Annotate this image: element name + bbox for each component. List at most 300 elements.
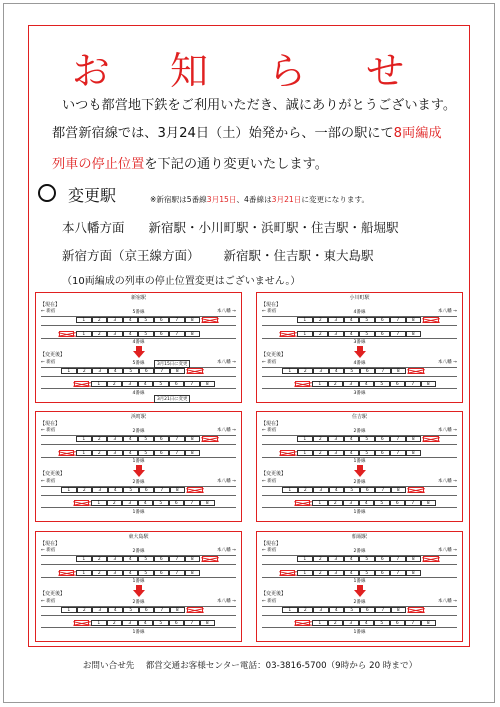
- car-1: 1: [297, 317, 313, 323]
- car-8: 8: [185, 450, 201, 456]
- intro-line-3-text: を下記の通り変更いたします。: [144, 157, 328, 172]
- track-label: 2番線: [353, 600, 366, 605]
- car-1: 1: [76, 450, 92, 456]
- station-name: 東大島駅: [128, 534, 149, 540]
- car-5: 5: [359, 450, 375, 456]
- car-4: 4: [123, 556, 139, 562]
- car-5: 5: [153, 381, 169, 387]
- car-6: 6: [375, 331, 391, 337]
- direction-label: 新宿方面（京王線方面）: [62, 248, 200, 263]
- crossed-car: [280, 450, 296, 456]
- section-note: [150, 194, 369, 205]
- car-5: 5: [123, 368, 139, 374]
- car-4: 4: [344, 317, 360, 323]
- station-name: 小川町駅: [349, 295, 370, 301]
- crossed-car: [59, 331, 75, 337]
- platform-line: [262, 564, 457, 565]
- platform-line: [262, 388, 457, 389]
- car-6: 6: [390, 500, 406, 506]
- car-2: 2: [107, 620, 123, 626]
- track-label: 1番線: [353, 579, 366, 584]
- car-1: 1: [91, 500, 107, 506]
- car-4: 4: [123, 450, 139, 456]
- track-label: 4番線: [353, 361, 366, 366]
- car-1: 1: [61, 368, 77, 374]
- car-2: 2: [328, 620, 344, 626]
- track-label: 3番線: [353, 391, 366, 396]
- platform-line: [41, 627, 236, 628]
- car-2: 2: [313, 436, 329, 442]
- section-label: 変更駅: [68, 186, 117, 205]
- crossed-car: [74, 620, 90, 626]
- car-7: 7: [375, 607, 391, 613]
- car-7: 7: [154, 607, 170, 613]
- current-label: 【現在】: [40, 421, 61, 427]
- car-7: 7: [390, 556, 406, 562]
- crossed-car: [295, 381, 311, 387]
- car-5: 5: [153, 500, 169, 506]
- car-4: 4: [108, 368, 124, 374]
- car-7: 7: [390, 450, 406, 456]
- car-8: 8: [170, 368, 186, 374]
- dir-shinjuku: ← 新宿: [41, 428, 56, 433]
- car-3: 3: [92, 607, 108, 613]
- car-7: 7: [184, 620, 200, 626]
- car-8: 8: [170, 607, 186, 613]
- car-4: 4: [123, 570, 139, 576]
- car-1: 1: [297, 570, 313, 576]
- car-7: 7: [154, 368, 170, 374]
- section-heading: [38, 183, 116, 206]
- note-date-2: 3月21日: [271, 195, 302, 204]
- car-8: 8: [421, 620, 437, 626]
- dir-motoyawata: 本八幡 →: [437, 428, 457, 433]
- track-label: 4番線: [353, 310, 366, 315]
- car-2: 2: [313, 570, 329, 576]
- car-1: 1: [76, 317, 92, 323]
- car-7: 7: [184, 500, 200, 506]
- crossed-car: [408, 607, 424, 613]
- car-6: 6: [169, 620, 185, 626]
- car-6: 6: [154, 317, 170, 323]
- car-8: 8: [406, 317, 422, 323]
- notice-title: お 知 ら せ: [71, 49, 429, 93]
- car-7: 7: [405, 620, 421, 626]
- track-label: 2番線: [132, 600, 145, 605]
- car-3: 3: [107, 556, 123, 562]
- car-4: 4: [123, 317, 139, 323]
- car-5: 5: [359, 436, 375, 442]
- dir-shinjuku: ← 新宿: [262, 479, 277, 484]
- station-panel-4: [256, 411, 463, 522]
- station-name: 新宿駅: [130, 295, 146, 301]
- car-3: 3: [328, 331, 344, 337]
- platform-line: [41, 388, 236, 389]
- car-6: 6: [390, 620, 406, 626]
- direction-row-motoyawata: [62, 218, 399, 236]
- car-4: 4: [329, 368, 345, 374]
- note-text-c: に変更になります。: [301, 195, 370, 204]
- car-5: 5: [123, 607, 139, 613]
- car-4: 4: [344, 450, 360, 456]
- car-6: 6: [375, 317, 391, 323]
- car-2: 2: [92, 570, 108, 576]
- car-1: 1: [91, 620, 107, 626]
- car-7: 7: [169, 436, 185, 442]
- station-panel-2: [256, 292, 463, 403]
- car-7: 7: [405, 381, 421, 387]
- track-label: 1番線: [132, 579, 145, 584]
- car-3: 3: [328, 556, 344, 562]
- track-label: 5番線: [132, 310, 145, 315]
- car-1: 1: [297, 436, 313, 442]
- dir-shinjuku: ← 新宿: [41, 599, 56, 604]
- track-label: 5番線: [132, 361, 145, 366]
- car-2: 2: [298, 368, 314, 374]
- car-1: 1: [61, 607, 77, 613]
- car-3: 3: [107, 436, 123, 442]
- car-6: 6: [375, 570, 391, 576]
- dir-motoyawata: 本八幡 →: [216, 599, 236, 604]
- car-5: 5: [359, 556, 375, 562]
- car-3: 3: [92, 487, 108, 493]
- car-8: 8: [170, 487, 186, 493]
- car-6: 6: [360, 607, 376, 613]
- car-5: 5: [123, 487, 139, 493]
- car-2: 2: [313, 450, 329, 456]
- car-4: 4: [138, 620, 154, 626]
- track-label: 1番線: [353, 510, 366, 515]
- car-1: 1: [76, 556, 92, 562]
- car-1: 1: [76, 436, 92, 442]
- car-5: 5: [344, 607, 360, 613]
- station-name: 船堀駅: [351, 534, 367, 540]
- car-6: 6: [375, 556, 391, 562]
- car-8: 8: [406, 570, 422, 576]
- car-3: 3: [107, 317, 123, 323]
- track-label: 2番線: [353, 480, 366, 485]
- note-text-a: ※新宿駅は5番線: [150, 195, 207, 204]
- station-name: 浜町駅: [130, 414, 146, 420]
- dir-motoyawata: 本八幡 →: [216, 548, 236, 553]
- crossed-car: [423, 556, 439, 562]
- platform-line: [262, 495, 457, 496]
- car-2: 2: [107, 500, 123, 506]
- dir-shinjuku: ← 新宿: [41, 309, 56, 314]
- car-6: 6: [154, 570, 170, 576]
- platform-line: [262, 325, 457, 326]
- car-8: 8: [185, 556, 201, 562]
- dir-shinjuku: ← 新宿: [41, 479, 56, 484]
- car-8: 8: [406, 436, 422, 442]
- car-4: 4: [329, 607, 345, 613]
- crossed-car: [59, 450, 75, 456]
- car-6: 6: [360, 368, 376, 374]
- platform-line: [262, 627, 457, 628]
- car-1: 1: [282, 487, 298, 493]
- dir-shinjuku: ← 新宿: [262, 360, 277, 365]
- car-5: 5: [344, 487, 360, 493]
- car-5: 5: [344, 368, 360, 374]
- car-8: 8: [185, 317, 201, 323]
- intro-line-2: [52, 124, 442, 144]
- crossed-car: [280, 570, 296, 576]
- crossed-car: [74, 381, 90, 387]
- car-7: 7: [390, 570, 406, 576]
- car-2: 2: [92, 556, 108, 562]
- car-8: 8: [421, 500, 437, 506]
- car-8: 8: [185, 570, 201, 576]
- track-label: 2番線: [353, 549, 366, 554]
- dir-motoyawata: 本八幡 →: [437, 479, 457, 484]
- intro-line-2-text: 都営新宿線では、3月24日（土）始発から、一部の駅にて: [52, 126, 394, 141]
- car-2: 2: [107, 381, 123, 387]
- crossed-car: [423, 436, 439, 442]
- car-1: 1: [282, 607, 298, 613]
- dir-motoyawata: 本八幡 →: [216, 479, 236, 484]
- station-panel-3: [35, 411, 242, 522]
- car-2: 2: [328, 381, 344, 387]
- car-5: 5: [374, 381, 390, 387]
- car-2: 2: [92, 436, 108, 442]
- car-2: 2: [313, 331, 329, 337]
- after-label: 【変更後】: [261, 591, 287, 597]
- station-panel-1: [35, 292, 242, 403]
- track-label: 1番線: [353, 630, 366, 635]
- dir-motoyawata: 本八幡 →: [437, 360, 457, 365]
- current-label: 【現在】: [40, 302, 61, 308]
- dir-shinjuku: ← 新宿: [41, 548, 56, 553]
- car-2: 2: [92, 450, 108, 456]
- platform-line: [41, 495, 236, 496]
- car-8: 8: [391, 368, 407, 374]
- dir-shinjuku: ← 新宿: [41, 360, 56, 365]
- track-label: 4番線: [132, 340, 145, 345]
- car-3: 3: [313, 368, 329, 374]
- crossed-car: [202, 317, 218, 323]
- car-6: 6: [375, 450, 391, 456]
- direction-stations: 新宿駅・小川町駅・浜町駅・住吉駅・船堀駅: [148, 220, 399, 235]
- car-1: 1: [61, 487, 77, 493]
- dir-shinjuku: ← 新宿: [262, 428, 277, 433]
- note-date-1: 3月15日: [206, 195, 237, 204]
- car-4: 4: [344, 331, 360, 337]
- car-8: 8: [391, 607, 407, 613]
- platform-line: [41, 564, 236, 565]
- current-label: 【現在】: [261, 541, 282, 547]
- crossed-car: [408, 487, 424, 493]
- dir-motoyawata: 本八幡 →: [216, 309, 236, 314]
- car-2: 2: [313, 317, 329, 323]
- crossed-car: [59, 570, 75, 576]
- car-3: 3: [122, 620, 138, 626]
- car-7: 7: [184, 381, 200, 387]
- platform-line: [41, 507, 236, 508]
- car-3: 3: [328, 570, 344, 576]
- car-4: 4: [123, 331, 139, 337]
- crossed-car: [408, 368, 424, 374]
- car-3: 3: [122, 381, 138, 387]
- car-3: 3: [107, 570, 123, 576]
- car-3: 3: [343, 381, 359, 387]
- intro-highlight-stop-position: 列車の停止位置: [52, 157, 145, 172]
- after-label: 【変更後】: [261, 352, 287, 358]
- circle-icon: [38, 184, 56, 202]
- car-6: 6: [139, 487, 155, 493]
- station-name: 住吉駅: [351, 414, 367, 420]
- car-6: 6: [154, 331, 170, 337]
- dir-motoyawata: 本八幡 →: [216, 360, 236, 365]
- car-6: 6: [154, 556, 170, 562]
- intro-line-1: いつも都営地下鉄をご利用いただき、誠にありがとうございます。: [62, 98, 457, 113]
- car-5: 5: [138, 436, 154, 442]
- platform-line: [41, 325, 236, 326]
- car-7: 7: [375, 368, 391, 374]
- car-7: 7: [154, 487, 170, 493]
- car-5: 5: [138, 317, 154, 323]
- dir-shinjuku: ← 新宿: [262, 599, 277, 604]
- platform-line: [41, 444, 236, 445]
- current-label: 【現在】: [40, 541, 61, 547]
- track-label: 2番線: [132, 549, 145, 554]
- track-label: 1番線: [132, 459, 145, 464]
- direction-label: 本八幡方面: [62, 220, 125, 235]
- car-8: 8: [406, 450, 422, 456]
- after-label: 【変更後】: [40, 352, 66, 358]
- car-7: 7: [169, 556, 185, 562]
- car-3: 3: [343, 500, 359, 506]
- car-1: 1: [282, 368, 298, 374]
- note-text-b: 、4番線は: [236, 195, 272, 204]
- car-4: 4: [138, 381, 154, 387]
- car-3: 3: [343, 620, 359, 626]
- car-1: 1: [91, 381, 107, 387]
- car-2: 2: [77, 368, 93, 374]
- car-2: 2: [92, 317, 108, 323]
- car-6: 6: [390, 381, 406, 387]
- contact-footer: お問い合せ先 都営交通お客様センター電話：03-3816-5700（9時から 20 時まで）: [82, 661, 418, 671]
- platform-line: [262, 615, 457, 616]
- car-1: 1: [76, 331, 92, 337]
- crossed-car: [202, 556, 218, 562]
- car-3: 3: [92, 368, 108, 374]
- car-5: 5: [359, 317, 375, 323]
- intro-line-3: [52, 155, 328, 175]
- car-4: 4: [359, 381, 375, 387]
- crossed-car: [187, 607, 203, 613]
- down-arrow-icon: [354, 351, 366, 358]
- car-2: 2: [328, 500, 344, 506]
- crossed-car: [295, 620, 311, 626]
- car-2: 2: [92, 331, 108, 337]
- car-4: 4: [108, 607, 124, 613]
- car-1: 1: [297, 556, 313, 562]
- car-3: 3: [122, 500, 138, 506]
- car-8: 8: [406, 331, 422, 337]
- car-4: 4: [138, 500, 154, 506]
- track-label: 3番線: [353, 340, 366, 345]
- car-8: 8: [200, 381, 216, 387]
- car-7: 7: [390, 436, 406, 442]
- direction-stations: 新宿駅・住吉駅・東大島駅: [223, 248, 374, 263]
- dir-shinjuku: ← 新宿: [262, 548, 277, 553]
- crossed-car: [187, 368, 203, 374]
- car-7: 7: [169, 450, 185, 456]
- car-3: 3: [328, 450, 344, 456]
- car-7: 7: [169, 570, 185, 576]
- car-7: 7: [375, 487, 391, 493]
- track-label: 1番線: [132, 510, 145, 515]
- crossed-car: [295, 500, 311, 506]
- crossed-car: [187, 487, 203, 493]
- car-7: 7: [390, 317, 406, 323]
- current-label: 【現在】: [261, 302, 282, 308]
- down-arrow-icon: [354, 590, 366, 597]
- down-arrow-icon: [133, 351, 145, 358]
- car-5: 5: [374, 620, 390, 626]
- dir-shinjuku: ← 新宿: [262, 309, 277, 314]
- car-2: 2: [77, 487, 93, 493]
- down-arrow-icon: [133, 590, 145, 597]
- down-arrow-icon: [354, 470, 366, 477]
- car-6: 6: [375, 436, 391, 442]
- car-3: 3: [313, 607, 329, 613]
- car-8: 8: [406, 556, 422, 562]
- car-4: 4: [344, 570, 360, 576]
- dir-motoyawata: 本八幡 →: [216, 428, 236, 433]
- ten-car-note: （10両編成の列車の停止位置変更はございません。）: [62, 276, 301, 287]
- car-4: 4: [359, 500, 375, 506]
- car-6: 6: [154, 450, 170, 456]
- down-arrow-icon: [133, 470, 145, 477]
- car-4: 4: [329, 487, 345, 493]
- car-1: 1: [312, 381, 328, 387]
- dir-motoyawata: 本八幡 →: [437, 309, 457, 314]
- car-7: 7: [405, 500, 421, 506]
- car-2: 2: [313, 556, 329, 562]
- car-1: 1: [297, 450, 313, 456]
- car-3: 3: [328, 436, 344, 442]
- car-5: 5: [359, 331, 375, 337]
- car-5: 5: [138, 570, 154, 576]
- car-8: 8: [185, 436, 201, 442]
- track-label: 1番線: [132, 630, 145, 635]
- car-4: 4: [123, 436, 139, 442]
- station-panel-6: [256, 531, 463, 642]
- crossed-car: [423, 317, 439, 323]
- after-label: 【変更後】: [40, 591, 66, 597]
- car-5: 5: [138, 556, 154, 562]
- car-6: 6: [139, 607, 155, 613]
- car-1: 1: [297, 331, 313, 337]
- change-date-note: 3月15日に変更: [154, 360, 190, 368]
- after-label: 【変更後】: [40, 471, 66, 477]
- car-3: 3: [328, 317, 344, 323]
- car-5: 5: [138, 331, 154, 337]
- car-1: 1: [312, 620, 328, 626]
- dir-motoyawata: 本八幡 →: [437, 599, 457, 604]
- after-label: 【変更後】: [261, 471, 287, 477]
- car-5: 5: [374, 500, 390, 506]
- station-panel-5: [35, 531, 242, 642]
- car-5: 5: [359, 570, 375, 576]
- car-4: 4: [344, 556, 360, 562]
- track-label: 2番線: [353, 429, 366, 434]
- car-5: 5: [153, 620, 169, 626]
- crossed-car: [74, 500, 90, 506]
- car-4: 4: [344, 436, 360, 442]
- car-2: 2: [298, 487, 314, 493]
